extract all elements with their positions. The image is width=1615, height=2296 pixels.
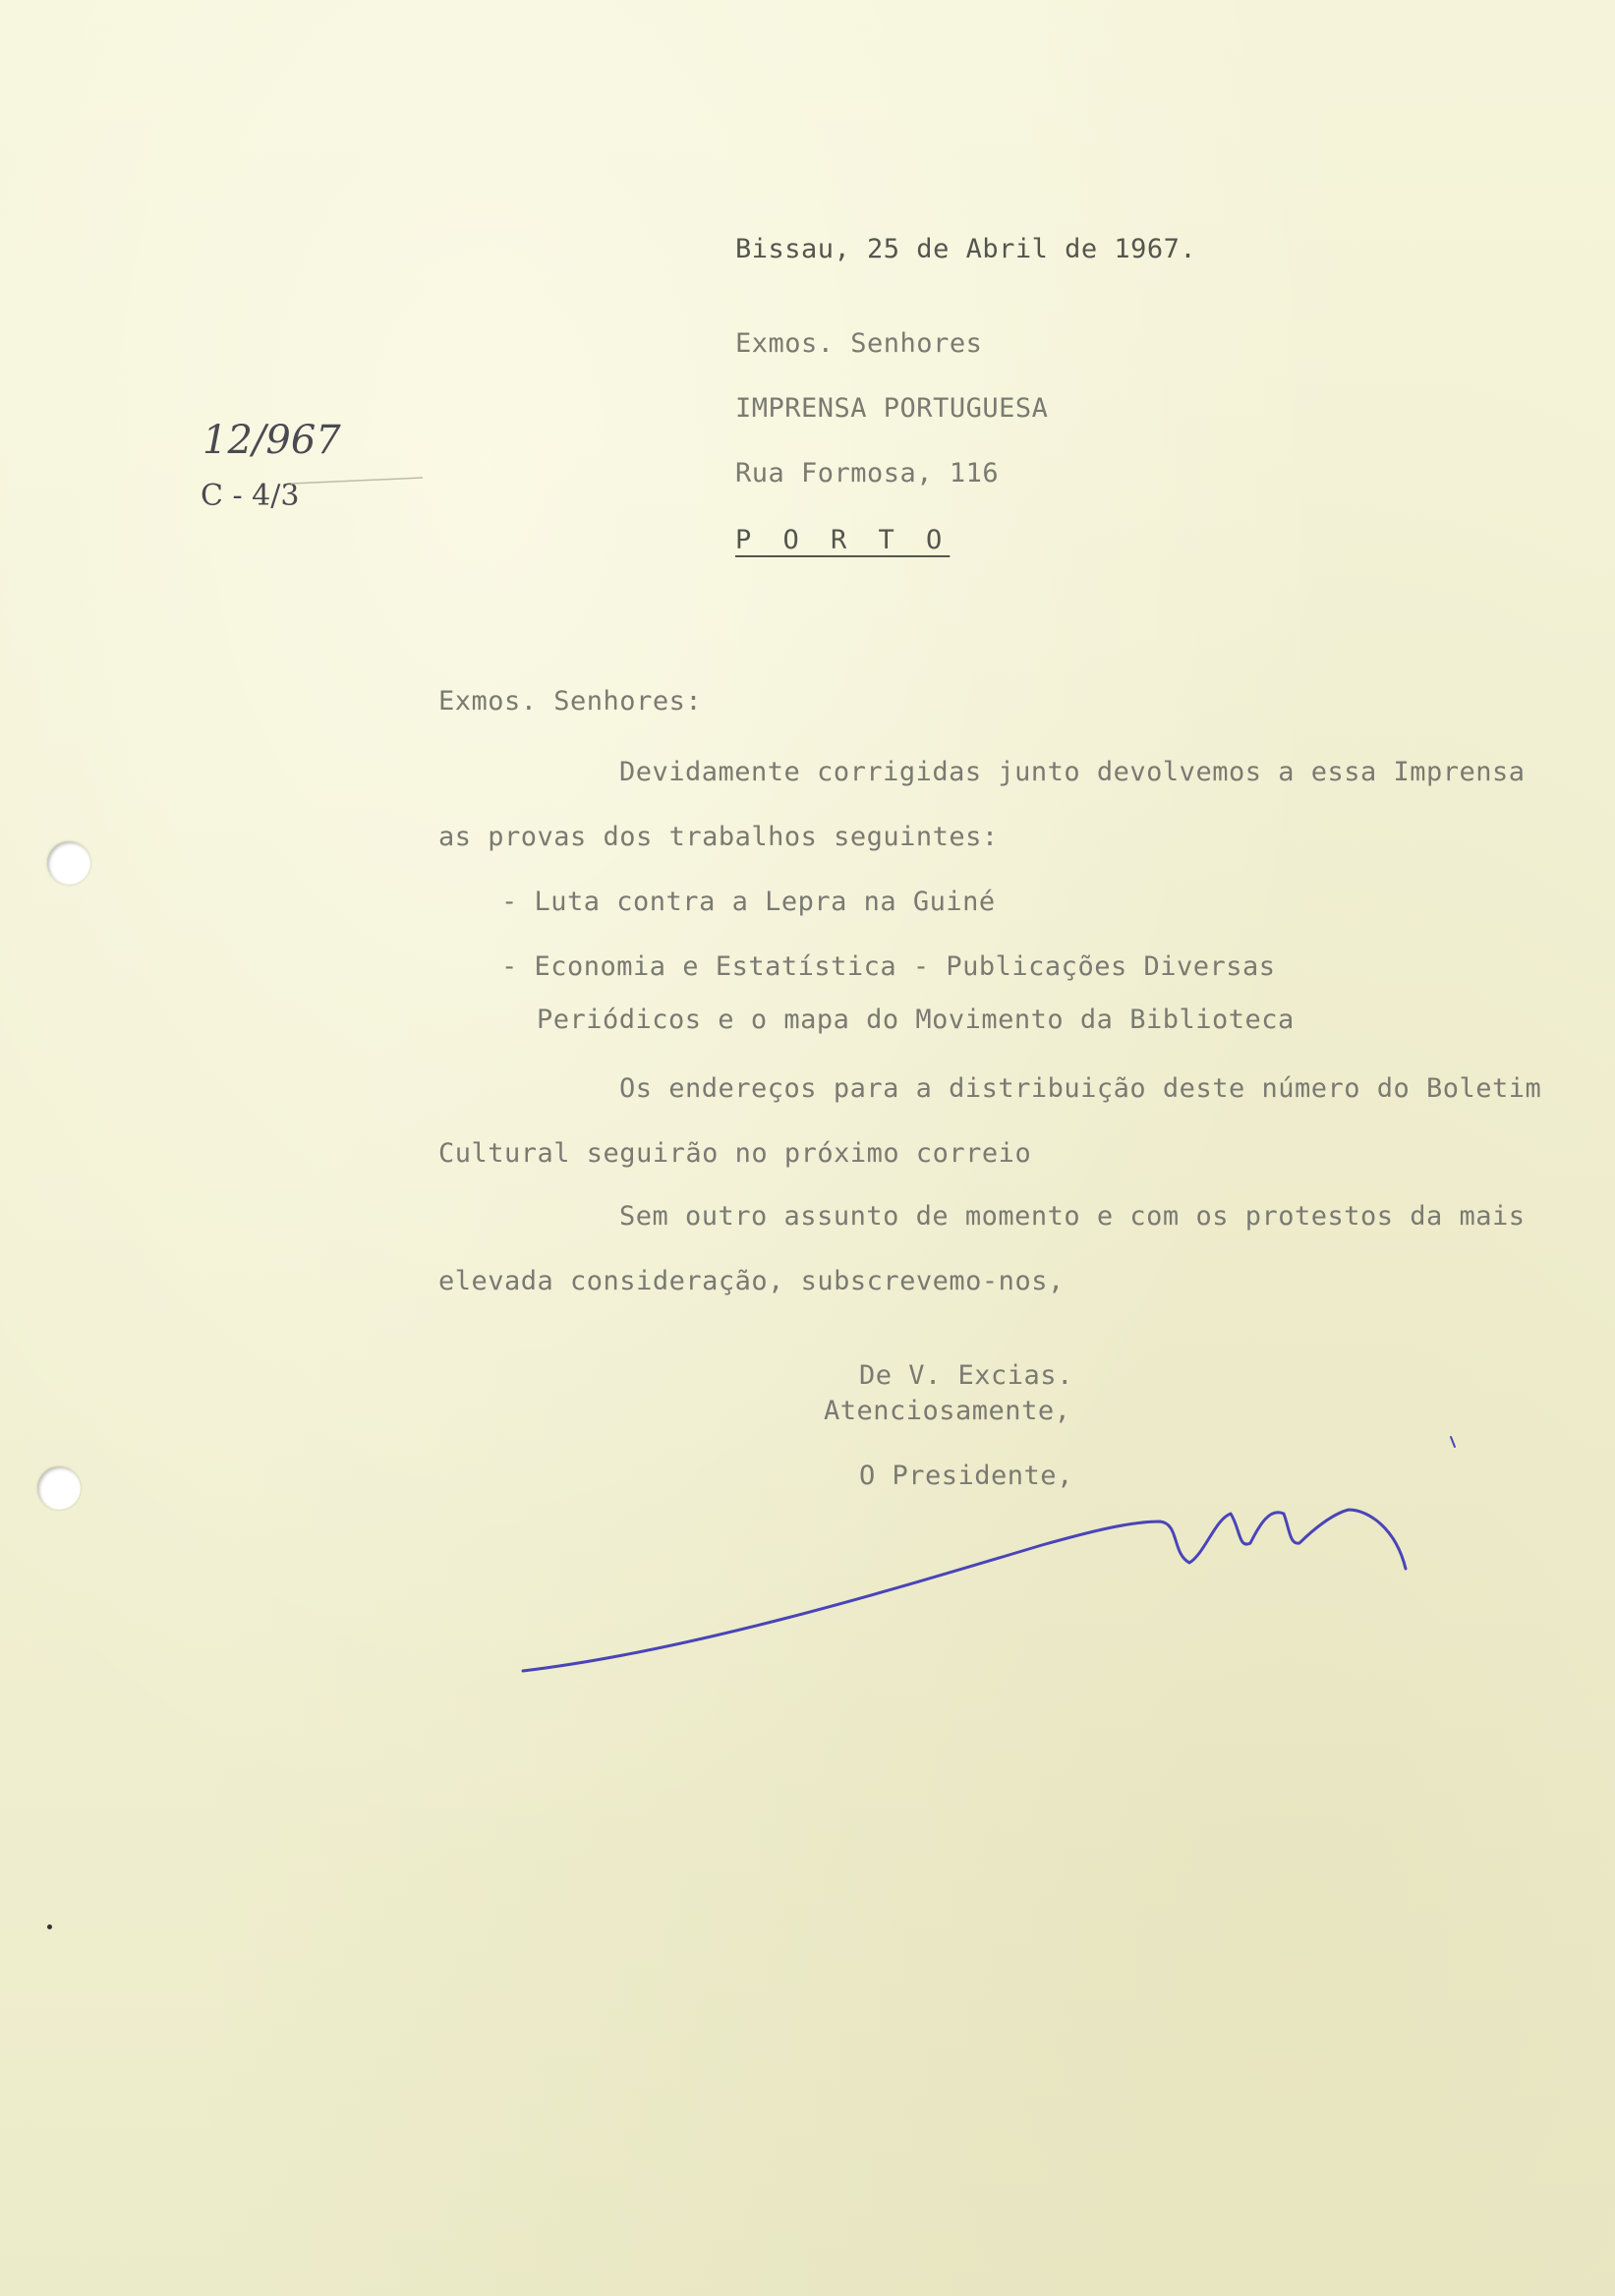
signatory: O Presidente, (859, 1461, 1073, 1491)
body-line: Sem outro assunto de momento e com os protestos da mais (619, 1201, 1526, 1232)
recipient-salutation: Exmos. Senhores (735, 328, 983, 359)
body-line: elevada consideração, subscrevemo-nos, (438, 1266, 1065, 1296)
body-line: Devidamente corrigidas junto devolvemos a essa Imprensa (619, 757, 1526, 787)
body-line: Os endereços para a distribuição deste número do Boletim (619, 1073, 1542, 1104)
reference-number: 12/967 (202, 418, 341, 463)
closing-line1: De V. Excias. (859, 1360, 1073, 1391)
body-line: Cultural seguirão no próximo correio (438, 1138, 1032, 1169)
recipient-street: Rua Formosa, 116 (735, 458, 1000, 488)
closing-line2: Atenciosamente, (824, 1396, 1071, 1426)
reference-code: C - 4/3 (201, 479, 300, 513)
ink-speck (47, 1924, 52, 1929)
body-line: - Luta contra a Lepra na Guiné (501, 887, 996, 917)
body-line: as provas dos trabalhos seguintes: (438, 822, 999, 852)
body-line: Periódicos e o mapa do Movimento da Biblioteca (537, 1004, 1295, 1035)
punch-hole (37, 1466, 81, 1510)
greeting: Exmos. Senhores: (438, 686, 703, 717)
recipient-company: IMPRENSA PORTUGUESA (735, 393, 1049, 424)
body-line: - Economia e Estatística - Publicações Diversas (501, 951, 1276, 982)
place-date: Bissau, 25 de Abril de 1967. (735, 234, 1197, 264)
recipient-city: P O R T O (735, 525, 951, 555)
punch-hole (47, 841, 90, 885)
